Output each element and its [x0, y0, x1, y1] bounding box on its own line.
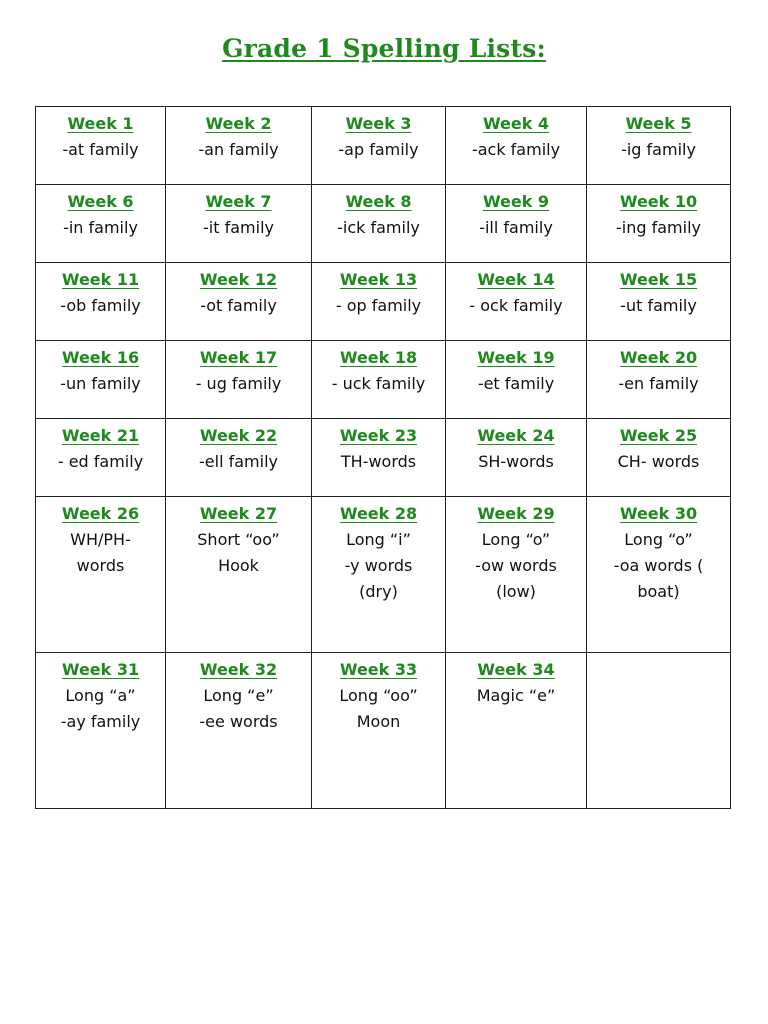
week-label: Week 11 [61, 270, 140, 289]
week-cell [446, 263, 587, 341]
week-cell [166, 419, 312, 497]
week-label: Week 23 [339, 426, 418, 445]
week-cell [587, 419, 731, 497]
week-cell [446, 419, 587, 497]
week-label: Week 29 [477, 504, 555, 523]
word-family-text: -ack family [471, 140, 561, 159]
word-family-text: Long “e” [203, 686, 274, 705]
week-label: Week 12 [199, 270, 278, 289]
week-cell [587, 653, 731, 809]
week-label: Week 13 [339, 270, 418, 289]
week-label: Week 18 [339, 348, 418, 367]
week-cell [36, 653, 166, 809]
word-family-text: WH/PH- [70, 530, 131, 549]
week-label: Week 19 [477, 348, 555, 367]
word-family-text: -et family [477, 374, 555, 393]
table-row [36, 419, 731, 497]
word-family-text: -ob family [60, 296, 141, 315]
word-family-text: Long “i” [346, 530, 411, 549]
week-cell [587, 341, 731, 419]
week-cell [312, 653, 446, 809]
week-cell [36, 497, 166, 653]
table-row [36, 497, 731, 653]
week-cell [587, 185, 731, 263]
word-family-text: Hook [218, 556, 259, 575]
word-family-text: Long “o” [481, 530, 551, 549]
word-family-text: -ow words [475, 556, 557, 575]
week-label: Week 8 [345, 192, 412, 211]
week-cell [312, 185, 446, 263]
week-label: Week 34 [477, 660, 555, 679]
spelling-table [35, 106, 731, 809]
word-family-text: Short “oo” [197, 530, 280, 549]
week-cell [312, 341, 446, 419]
word-family-text: Long “oo” [339, 686, 418, 705]
word-family-text: -oa words ( [613, 556, 704, 575]
word-family-text: -at family [62, 140, 139, 159]
word-family-text: - ug family [195, 374, 282, 393]
week-label: Week 28 [339, 504, 418, 523]
week-label: Week 3 [345, 114, 412, 133]
week-label: Week 2 [205, 114, 272, 133]
table-row [36, 185, 731, 263]
week-cell [166, 497, 312, 653]
word-family-text: - ock family [469, 296, 563, 315]
week-cell [166, 107, 312, 185]
week-label: Week 14 [477, 270, 555, 289]
word-family-text: -en family [618, 374, 699, 393]
week-label: Week 21 [61, 426, 140, 445]
week-cell [36, 185, 166, 263]
week-cell [36, 263, 166, 341]
week-label: Week 5 [625, 114, 692, 133]
week-cell [446, 341, 587, 419]
word-family-text: CH- words [617, 452, 700, 471]
word-family-text: Magic “e” [476, 686, 556, 705]
word-family-text: Long “a” [65, 686, 136, 705]
week-label: Week 22 [199, 426, 278, 445]
word-family-text: -ee words [199, 712, 278, 731]
week-cell [36, 341, 166, 419]
table-row [36, 341, 731, 419]
word-family-text: - op family [335, 296, 422, 315]
week-cell [312, 497, 446, 653]
word-family-text: -un family [60, 374, 141, 393]
word-family-text: -ot family [200, 296, 277, 315]
word-family-text: SH-words [478, 452, 554, 471]
week-label: Week 33 [339, 660, 418, 679]
word-family-text: (low) [496, 582, 536, 601]
word-family-text: -ut family [620, 296, 697, 315]
week-cell [446, 107, 587, 185]
week-label: Week 24 [477, 426, 555, 445]
word-family-text: Long “o” [624, 530, 693, 549]
word-family-text: -y words [344, 556, 413, 575]
word-family-text: -ig family [621, 140, 696, 159]
week-label: Week 30 [619, 504, 698, 523]
week-cell [587, 497, 731, 653]
week-cell [446, 497, 587, 653]
week-cell [587, 107, 731, 185]
page-title: Grade 1 Spelling Lists: [222, 34, 546, 63]
word-family-text: -ay family [60, 712, 141, 731]
word-family-text: -ell family [199, 452, 278, 471]
week-cell [166, 653, 312, 809]
week-label: Week 17 [199, 348, 278, 367]
word-family-text: boat) [637, 582, 680, 601]
table-row [36, 653, 731, 809]
week-cell [166, 341, 312, 419]
week-label: Week 16 [61, 348, 140, 367]
week-label: Week 9 [482, 192, 550, 211]
week-cell [312, 263, 446, 341]
week-label: Week 4 [482, 114, 550, 133]
week-label: Week 31 [61, 660, 140, 679]
word-family-text: -an family [198, 140, 279, 159]
word-family-text: -ing family [616, 218, 701, 237]
week-label: Week 10 [619, 192, 698, 211]
word-family-text: - ed family [57, 452, 144, 471]
word-family-text: -it family [203, 218, 274, 237]
word-family-text: words [76, 556, 125, 575]
week-label: Week 20 [619, 348, 698, 367]
week-cell [446, 653, 587, 809]
word-family-text: (dry) [359, 582, 398, 601]
word-family-text: Moon [356, 712, 401, 731]
week-label: Week 6 [67, 192, 134, 211]
week-label: Week 1 [67, 114, 134, 133]
word-family-text: -ap family [338, 140, 419, 159]
word-family-text: TH-words [340, 452, 417, 471]
word-family-text: - uck family [331, 374, 426, 393]
table-row [36, 107, 731, 185]
week-label: Week 25 [619, 426, 698, 445]
table-row [36, 263, 731, 341]
word-family-text: -in family [63, 218, 138, 237]
week-cell [312, 107, 446, 185]
week-cell [36, 107, 166, 185]
week-label: Week 15 [619, 270, 698, 289]
week-label: Week 32 [199, 660, 278, 679]
week-cell [587, 263, 731, 341]
week-label: Week 7 [205, 192, 272, 211]
word-family-text: -ill family [479, 218, 553, 237]
week-cell [312, 419, 446, 497]
week-cell [166, 263, 312, 341]
word-family-text: -ick family [337, 218, 420, 237]
week-label: Week 27 [199, 504, 278, 523]
week-label: Week 26 [61, 504, 140, 523]
week-cell [166, 185, 312, 263]
week-cell [446, 185, 587, 263]
week-cell [36, 419, 166, 497]
